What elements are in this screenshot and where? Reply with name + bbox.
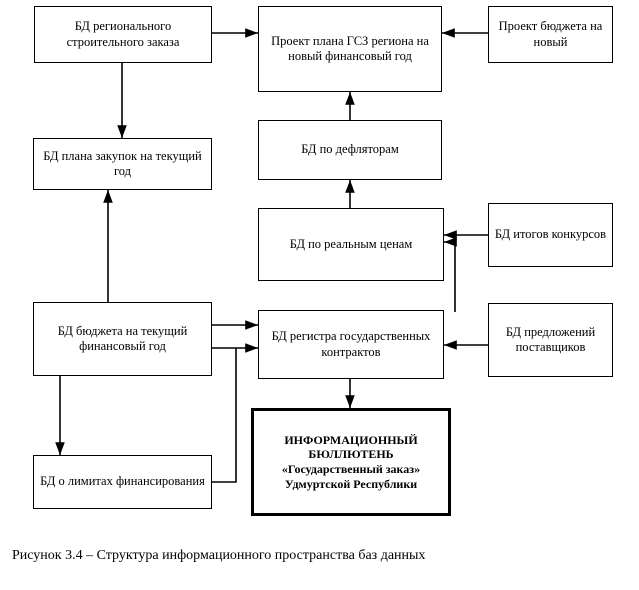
node-purchase-plan[interactable] bbox=[33, 138, 212, 190]
figure-caption: Рисунок 3.4 – Структура информационного пространства баз данных bbox=[12, 548, 426, 563]
node-suppliers[interactable] bbox=[488, 303, 613, 377]
node-label: БД по дефляторам bbox=[301, 142, 399, 157]
node-real-prices[interactable] bbox=[258, 208, 444, 281]
node-reg-order[interactable] bbox=[34, 6, 212, 63]
node-label: БД плана закупок на текущий год bbox=[43, 148, 202, 178]
node-label: БД итогов конкурсов bbox=[494, 227, 607, 242]
node-budget-new[interactable] bbox=[488, 6, 613, 63]
node-budget-current[interactable] bbox=[33, 302, 212, 376]
node-gsz-plan[interactable] bbox=[258, 6, 442, 92]
node-registry[interactable] bbox=[258, 310, 444, 379]
node-limits[interactable] bbox=[33, 455, 212, 509]
node-label: Проект бюджета на новый bbox=[498, 19, 603, 49]
node-label: БД бюджета на текущий финансовый год bbox=[57, 323, 188, 353]
node-label: БД регистра государственных контрактов bbox=[271, 329, 431, 359]
node-label: БД предложений поставщиков bbox=[505, 324, 596, 354]
node-bulletin[interactable] bbox=[251, 408, 451, 516]
node-label: Проект плана ГСЗ региона на новый финансовый год bbox=[271, 33, 429, 63]
node-label: БД по реальным ценам bbox=[289, 236, 413, 251]
node-label: БД о лимитах финансирования bbox=[40, 474, 205, 489]
node-label: БД регионального строительного заказа bbox=[66, 19, 180, 49]
node-deflators[interactable] bbox=[258, 120, 442, 180]
node-tender-results[interactable] bbox=[488, 203, 613, 267]
node-label: ИНФОРМАЦИОННЫЙ БЮЛЛЮТЕНЬ «Государственный заказ» Удмуртской Республики bbox=[281, 432, 421, 491]
